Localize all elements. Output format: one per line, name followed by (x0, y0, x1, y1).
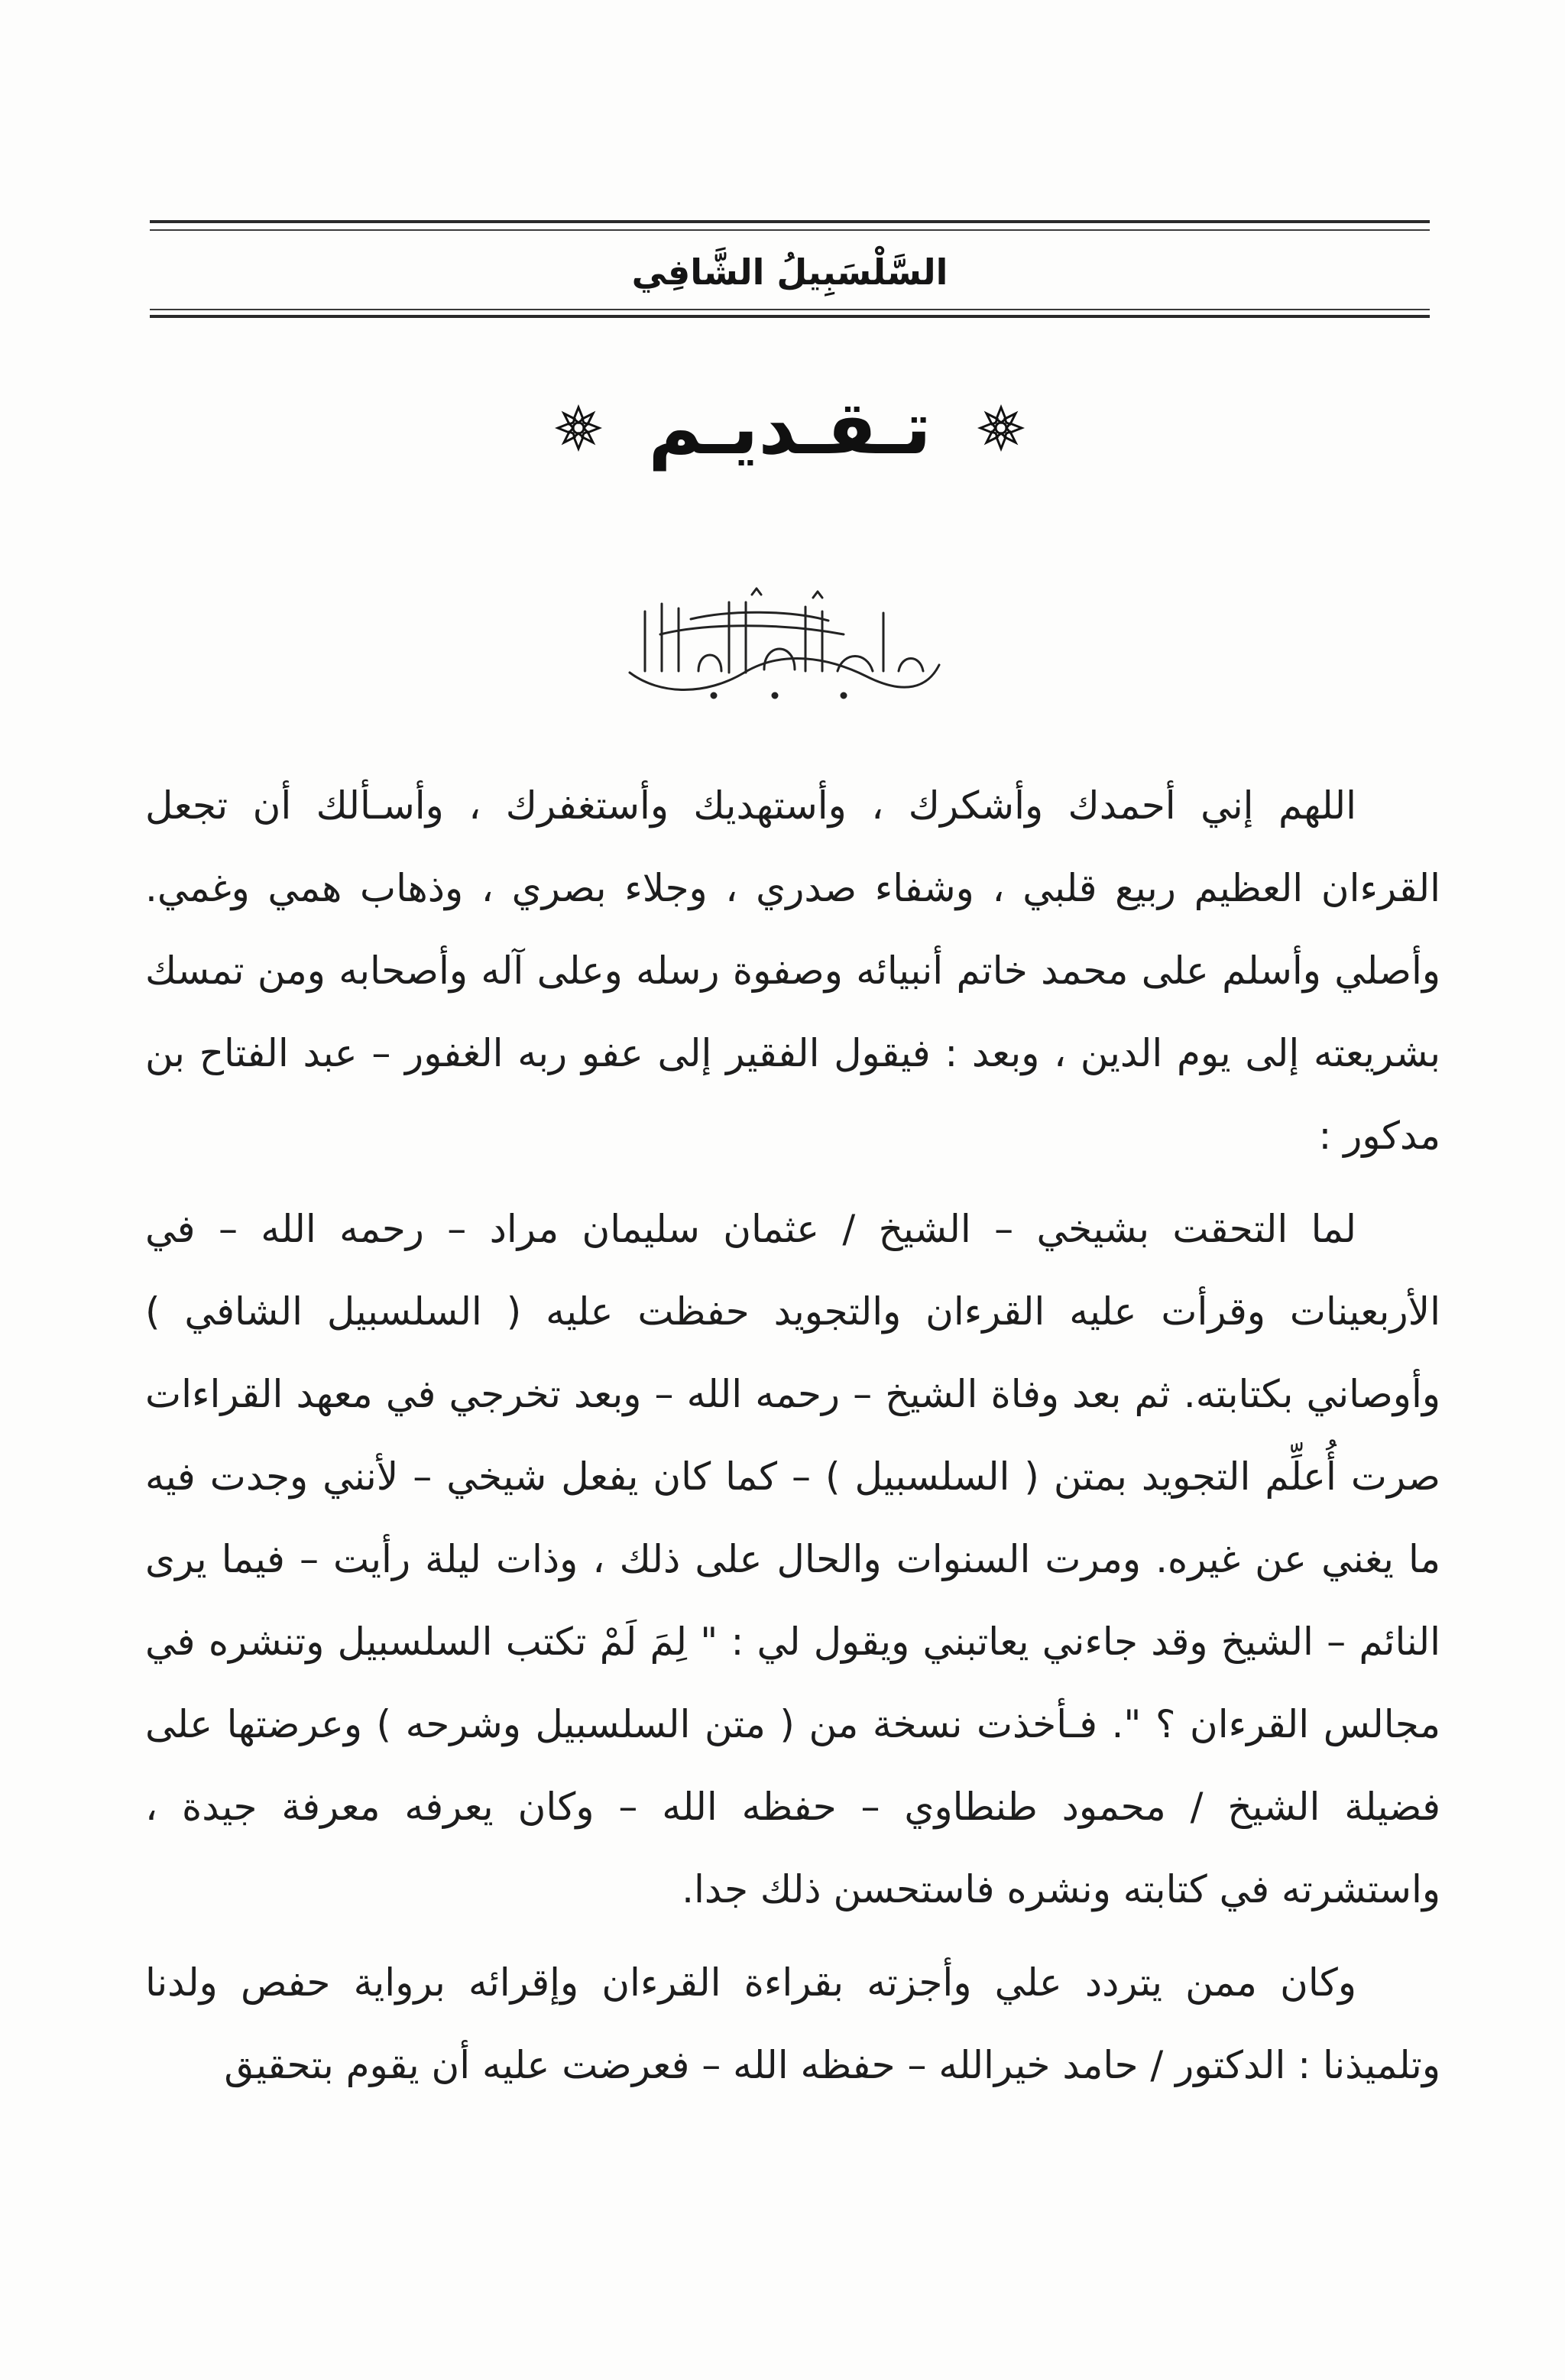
header-rule-bottom-thin (150, 309, 1430, 310)
basmala-calligraphy (0, 581, 1565, 711)
section-heading: تـقـديـم (648, 385, 932, 471)
running-title: السَّلْسَبِيلُ الشَّافِي (631, 251, 948, 293)
flower-ornament-icon (977, 404, 1025, 452)
paragraph-2: لما التحقت بشيخي – الشيخ / عثمان سليمان مراد – رحمه الله – في الأربعينات وقرأت عليه القرءان والتجويد حفظت عليه ( السلسبيل الشافي ) وأوصاني بكتابته. ثم بعد وفاة الشيخ – رحمه الله – وبعد تخرجي في معهد القراءات صرت أُعلِّم التجويد بمتن ( السلسبيل ) – كما كان يفعل شيخي – لأنني وجدت فيه ما يغني عن غيره. ومرت السنوات والحال على ذلك ، وذات ليلة رأيت – فيما يرى النائم – الشيخ وقد جاءني يعاتبني ويقول لي : " لِمَ لَمْ تكتب السلسبيل وتنشره في مجالس القرءان ؟ ". فـأخذت نسخة من ( متن السلسبيل وشرحه ) وعرضتها على فضيلة الشيخ / محمود طنطاوي – حفظه الله – وكان يعرفه معرفة جيدة ، واستشرته في كتابته ونشره فاستحسن ذلك جدا. (145, 1207, 1440, 1911)
header-rule-bottom-thick (150, 315, 1430, 318)
header-rule-top-thick (150, 220, 1430, 223)
basmala-calligraphy-image (614, 581, 951, 711)
section-heading-row (150, 375, 1430, 482)
paragraph-1: اللهم إني أحمدك وأشكرك ، وأستهديك وأستغفرك ، وأسـألك أن تجعل القرءان العظيم ربيع قلبي ، وشفاء صدري ، وجلاء بصري ، وذهاب همي وغمي. وأصلي وأسلم على محمد خاتم أنبيائه وصفوة رسله وعلى آله وأصحابه ومن تمسك بشريعته إلى يوم الدين ، وبعد : فيقول الفقير إلى عفو ربه الغفور – عبد الفتاح بن مدكور : (145, 783, 1440, 1158)
paragraph-3: وكان ممن يتردد علي وأجزته بقراءة القرءان وإقرائه برواية حفص ولدنا وتلميذنا : الدكتور / حامد خيرالله – حفظه الله – فعرضت عليه أن يقوم بتحقيق (145, 1960, 1440, 2087)
flower-ornament-icon (555, 404, 602, 452)
header-rule-top-thin (150, 229, 1430, 231)
body-text (145, 764, 1440, 2106)
